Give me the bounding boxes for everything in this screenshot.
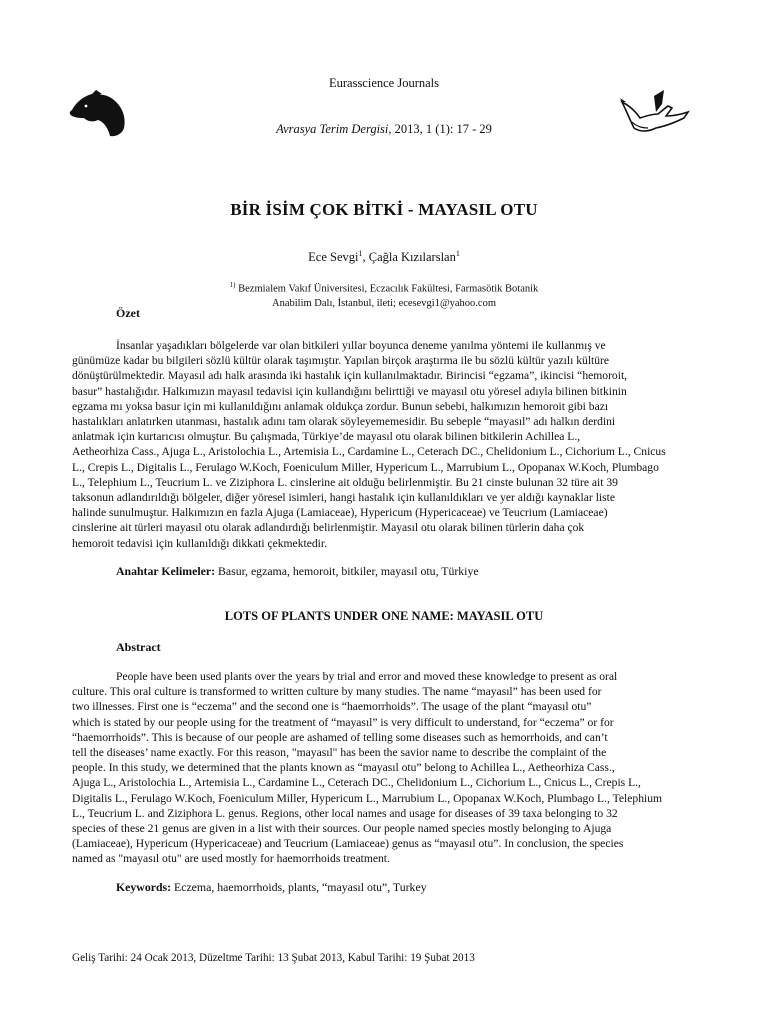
keywords bbox=[116, 880, 427, 895]
abstract-line: (Lamiaceae), Hypericum (Hypericaceae) and Teucrium (Lamiaceae) genus as “mayasıl otu”. In conclusion, the species bbox=[72, 837, 624, 851]
ozet-heading: Özet bbox=[116, 306, 140, 320]
abstract-line: people. In this study, we determined that the plants known as “mayasıl otu” belong to Achillea L., Aetheorhiza Cass., bbox=[72, 761, 615, 775]
affiliation-sup: 1) bbox=[229, 281, 236, 289]
ozet-line bbox=[72, 338, 696, 353]
keywords-label: Keywords: bbox=[116, 880, 172, 894]
author-2-sup: 1 bbox=[455, 249, 460, 258]
ozet-line: L., Telephium L., Teucrium L. ve Ziziphora L. cinslerine ait olduğu belirlenmiştir. Bu 21 cinste bulunan 32 türe ait 39 bbox=[72, 475, 618, 489]
abstract-line: two illnesses. First one is “eczema” and the second one is “haemorrhoids”. The usage of the plant “mayasıl otu” bbox=[72, 700, 592, 714]
ozet-line: hemoroit tedavisi için kullanıldığı dikkati çekmektedir. bbox=[72, 536, 328, 550]
abstract-line: named as "mayasıl otu" are used mostly for haemorrhoids treatment. bbox=[72, 852, 390, 866]
ozet-line-text: İnsanlar yaşadıkları bölgelerde var olan bitkileri yıllar boyunca deneme yanılma yöntemi ile kullanmış ve bbox=[116, 339, 606, 352]
abstract-line-text: People have been used plants over the years by trial and error and moved these knowledge to present as oral bbox=[116, 670, 618, 683]
anahtar-kelimeler bbox=[116, 564, 479, 579]
ozet-line: anlatmak için kurtarıcısı olmuştur. Bu çalışmada, Türkiye’de mayasıl otu olarak bilinen bitkilerin Achillea L., bbox=[72, 430, 581, 444]
author-1: Ece Sevgi bbox=[308, 250, 359, 265]
ozet-line: halinde sunulmuştur. Halkımızın en fazla Ajuga (Lamiaceae), Hypericum (Hypericaceae) ve Teucrium (Lamiaceae) bbox=[72, 506, 608, 520]
author-separator: , bbox=[362, 250, 369, 265]
abstract-line: “haemorrhoids”. This is because of our people are ashamed of telling some diseases such as hemorrhoids, and can’t bbox=[72, 730, 608, 744]
ozet-line: basur” hastalığıdır. Halkımızın mayasıl tedavisi için kullandığını belirttiği ve mayasıl otu yöresel adıyla bilinen bitkinin bbox=[72, 384, 627, 398]
ozet-line: dönüştürülmektedir. Mayasıl adı halk arasında iki hastalık için kullanılmaktadır. Birincisi “egzama”, ikincisi “hemoroit, bbox=[72, 369, 628, 383]
journal-name: Eurasscience Journals bbox=[328, 76, 440, 90]
ozet-line: cinslerine ait türleri mayasıl otu olarak adlandırdığı belirlenmiştir. Mayasıl otu olarak bilinen türlerin daha çok bbox=[72, 521, 585, 535]
page-title: BİR İSİM ÇOK BİTKİ - MAYASIL OTU bbox=[230, 200, 538, 219]
affiliation-line-1: Bezmialem Vakıf Üniversitesi, Eczacılık Fakültesi, Farmasötik Botanik bbox=[235, 283, 539, 295]
abstract-line: Digitalis L., Ferulago W.Koch, Foeniculum Miller, Hypericum L., Marrubium L., Opopanax W.Koch, Plumbago L., Telephium bbox=[72, 791, 663, 805]
abstract-line: culture. This oral culture is transformed to written culture by many studies. The name “mayasıl” has been used for bbox=[72, 685, 602, 699]
abstract-line: Ajuga L., Aristolochia L., Artemisia L., Cardamine L., Ceterach DC., Chelidonium L., Cichorium L., Cnicus L., Crepis L., bbox=[72, 776, 641, 790]
ozet-line: L., Crepis L., Digitalis L., Ferulago W.Koch, Foeniculum Miller, Hypericum L., Marrubium L., Opopanax W.Koch, Plumbago bbox=[72, 460, 659, 474]
ozet-line: Aetheorhiza Cass., Ajuga L., Aristolochia L., Artemisia L., Cardamine L., Ceterach DC., Chelidonium L., Cichorium L., Cnicus bbox=[72, 445, 666, 459]
citation-details: , 2013, 1 (1): 17 - 29 bbox=[388, 122, 492, 136]
abstract-line bbox=[72, 669, 696, 684]
keywords-text: Eczema, haemorrhoids, plants, “mayasıl otu”, Turkey bbox=[171, 880, 427, 894]
authors-line bbox=[0, 249, 768, 265]
anahtar-text: Basur, egzama, hemoroit, bitkiler, mayasıl otu, Türkiye bbox=[215, 564, 479, 578]
citation-line bbox=[0, 122, 768, 137]
ozet-line: egzama mı yoksa basur için mi kullanıldığını anlamak oldukça zordur. Bunun sebebi, halkımızın hemoroit gibi bazı bbox=[72, 399, 609, 413]
ozet-line: hastalıkları anlatırken utanması, hastalık adını tam olarak söyleyememesidir. Bu sebeple “mayasıl” adı halkın derdini bbox=[72, 415, 616, 429]
ozet-line: günümüze kadar bu bilgileri sözlü kültür olarak taşımıştır. Yapılan birçok araştırma ile bu sözlü kültür yazılı kültüre bbox=[72, 354, 610, 368]
abstract-line: which is stated by our people using for the treatment of “mayasıl” is very difficult to understand, for “eczema” or for bbox=[72, 715, 614, 729]
abstract-heading: Abstract bbox=[116, 640, 161, 654]
abstract-paragraph bbox=[72, 669, 696, 867]
ozet-line: taksonun adlandırıldığı bölgeler, diğer yöresel isimleri, hangi hastalık için kullanıldıkları ve yer aldığı kaynaklar liste bbox=[72, 491, 616, 505]
abstract-line: species of these 21 genus are given in a list with their sources. Our people named species mostly belonging to Ajuga bbox=[72, 822, 612, 836]
author-1-sup: 1 bbox=[358, 249, 363, 258]
ozet-paragraph bbox=[72, 338, 696, 551]
abstract-line: L., Teucrium L. and Ziziphora L. genus. Regions, other local names and usage for diseases of 39 taxa belonging to 32 bbox=[72, 806, 618, 820]
submission-dates: Geliş Tarihi: 24 Ocak 2013, Düzeltme Tarihi: 13 Şubat 2013, Kabul Tarihi: 19 Şubat 2013 bbox=[72, 952, 475, 964]
abstract-line: tell the diseases’ name exactly. For this reason, "mayasıl" has been the savior name to describe the complaint of the bbox=[72, 746, 607, 760]
affiliation-line-2: Anabilim Dalı, İstanbul, ileti; ecesevgi1@yahoo.com bbox=[272, 297, 496, 309]
english-title: LOTS OF PLANTS UNDER ONE NAME: MAYASIL OTU bbox=[224, 609, 544, 623]
anahtar-label: Anahtar Kelimeler: bbox=[116, 564, 216, 578]
author-2: Çağla Kızılarslan bbox=[368, 250, 456, 265]
citation-journal: Avrasya Terim Dergisi bbox=[276, 122, 389, 136]
